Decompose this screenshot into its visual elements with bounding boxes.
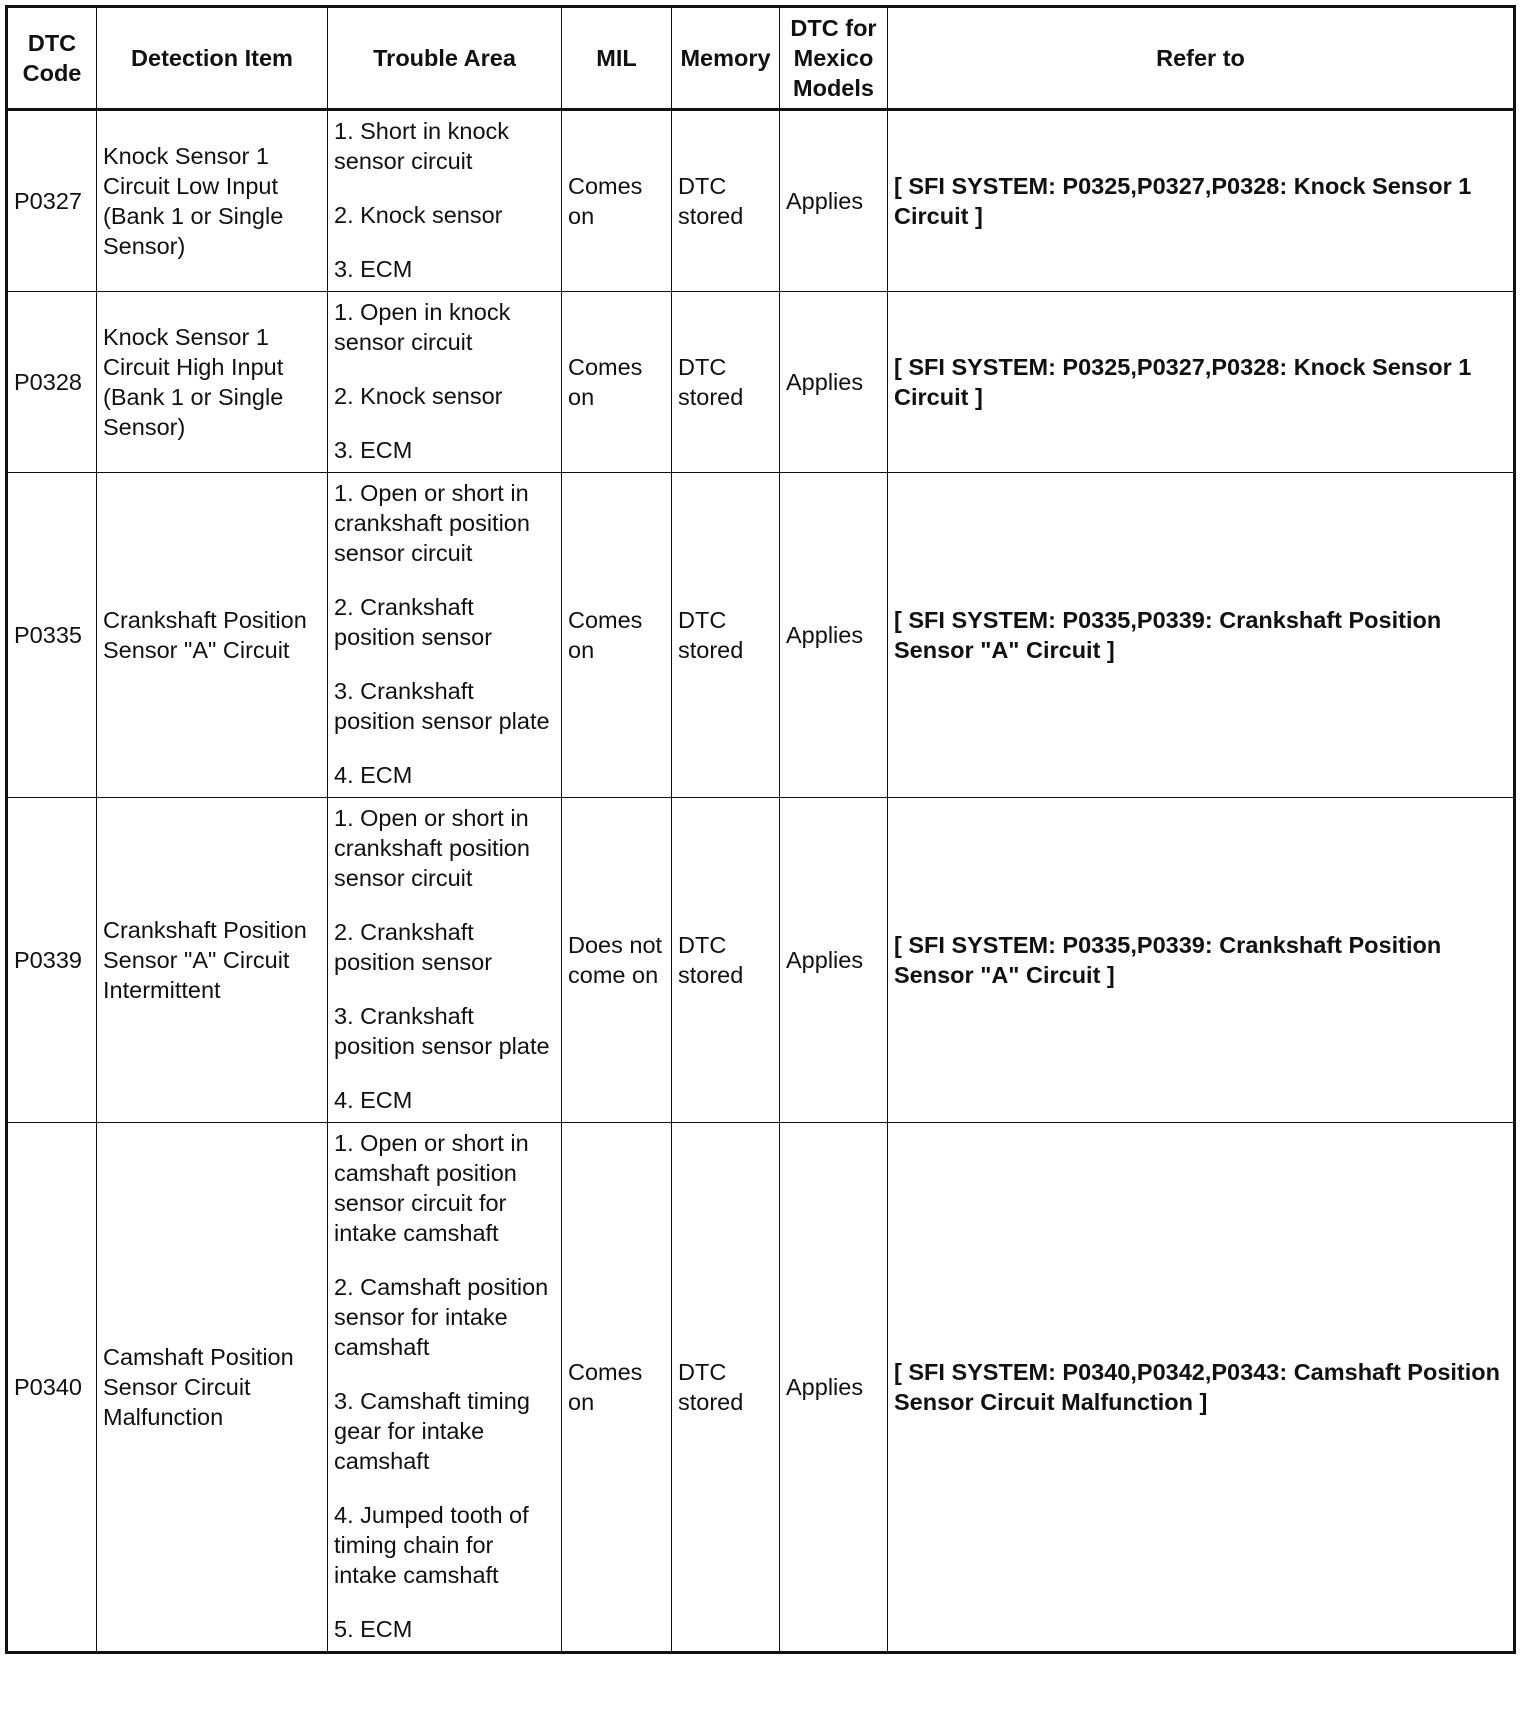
header-dtc-code: DTC Code [7, 7, 97, 110]
dtc-table [5, 5, 1516, 1654]
trouble-area-item: 3. Camshaft timing gear for intake camshaft [334, 1388, 530, 1474]
mexico-models-cell: Applies [780, 798, 888, 1123]
detection-item-cell: Knock Sensor 1 Circuit Low Input (Bank 1 or Single Sensor) [97, 110, 328, 292]
mexico-models-cell: Applies [780, 110, 888, 292]
trouble-area-item: 3. Crankshaft position sensor plate [334, 1003, 550, 1059]
table-row [7, 1123, 1515, 1653]
table-row [7, 292, 1515, 473]
trouble-area-item: 3. Crankshaft position sensor plate [334, 678, 550, 734]
dtc-code-cell: P0327 [7, 110, 97, 292]
header-mexico-models: DTC for Mexico Models [780, 7, 888, 110]
memory-cell: DTC stored [672, 798, 780, 1123]
trouble-area-item: 4. ECM [334, 762, 413, 788]
trouble-area-item: 1. Open or short in crankshaft position sensor circuit [334, 805, 530, 891]
header-memory: Memory [672, 7, 780, 110]
trouble-area-item: 5. ECM [334, 1616, 413, 1642]
table-header-row [7, 7, 1515, 110]
mexico-models-cell: Applies [780, 1123, 888, 1653]
trouble-area-item: 4. Jumped tooth of timing chain for intake camshaft [334, 1502, 529, 1588]
mil-cell: Comes on [562, 292, 672, 473]
mil-cell: Comes on [562, 110, 672, 292]
memory-cell: DTC stored [672, 110, 780, 292]
trouble-area-item: 3. ECM [334, 437, 413, 463]
detection-item-cell: Crankshaft Position Sensor "A" Circuit Intermittent [97, 798, 328, 1123]
refer-to-cell: [ SFI SYSTEM: P0340,P0342,P0343: Camshaft Position Sensor Circuit Malfunction ] [888, 1123, 1515, 1653]
table-row [7, 110, 1515, 292]
trouble-area-cell [328, 473, 562, 798]
trouble-area-item: 2. Knock sensor [334, 202, 503, 228]
trouble-area-item: 4. ECM [334, 1087, 413, 1113]
trouble-area-item: 1. Open in knock sensor circuit [334, 299, 511, 355]
header-mil: MIL [562, 7, 672, 110]
mexico-models-cell: Applies [780, 292, 888, 473]
trouble-area-list [334, 473, 557, 797]
dtc-table-container [5, 5, 1516, 1654]
trouble-area-item: 1. Short in knock sensor circuit [334, 118, 510, 174]
detection-item-cell: Camshaft Position Sensor Circuit Malfunction [97, 1123, 328, 1653]
header-trouble-area: Trouble Area [328, 7, 562, 110]
dtc-code-cell: P0340 [7, 1123, 97, 1653]
trouble-area-list [334, 111, 557, 291]
mexico-models-cell: Applies [780, 473, 888, 798]
mil-cell: Comes on [562, 1123, 672, 1653]
dtc-code-cell: P0339 [7, 798, 97, 1123]
trouble-area-item: 2. Knock sensor [334, 383, 503, 409]
trouble-area-item: 2. Crankshaft position sensor [334, 594, 493, 650]
dtc-code-cell: P0328 [7, 292, 97, 473]
header-refer-to: Refer to [888, 7, 1515, 110]
detection-item-cell: Crankshaft Position Sensor "A" Circuit [97, 473, 328, 798]
memory-cell: DTC stored [672, 1123, 780, 1653]
mil-cell: Does not come on [562, 798, 672, 1123]
detection-item-cell: Knock Sensor 1 Circuit High Input (Bank 1 or Single Sensor) [97, 292, 328, 473]
trouble-area-item: 2. Crankshaft position sensor [334, 919, 493, 975]
trouble-area-cell [328, 110, 562, 292]
refer-to-cell: [ SFI SYSTEM: P0325,P0327,P0328: Knock Sensor 1 Circuit ] [888, 110, 1515, 292]
table-row [7, 798, 1515, 1123]
memory-cell: DTC stored [672, 292, 780, 473]
trouble-area-item: 3. ECM [334, 256, 413, 282]
trouble-area-cell [328, 292, 562, 473]
trouble-area-item: 1. Open or short in camshaft position sensor circuit for intake camshaft [334, 1130, 529, 1246]
trouble-area-item: 2. Camshaft position sensor for intake camshaft [334, 1274, 549, 1360]
memory-cell: DTC stored [672, 473, 780, 798]
refer-to-cell: [ SFI SYSTEM: P0335,P0339: Crankshaft Position Sensor "A" Circuit ] [888, 473, 1515, 798]
table-row [7, 473, 1515, 798]
dtc-code-cell: P0335 [7, 473, 97, 798]
trouble-area-list [334, 292, 557, 472]
refer-to-cell: [ SFI SYSTEM: P0325,P0327,P0328: Knock Sensor 1 Circuit ] [888, 292, 1515, 473]
trouble-area-cell [328, 798, 562, 1123]
refer-to-cell: [ SFI SYSTEM: P0335,P0339: Crankshaft Position Sensor "A" Circuit ] [888, 798, 1515, 1123]
trouble-area-item: 1. Open or short in crankshaft position sensor circuit [334, 480, 530, 566]
header-detection-item: Detection Item [97, 7, 328, 110]
trouble-area-cell [328, 1123, 562, 1653]
trouble-area-list [334, 798, 557, 1122]
mil-cell: Comes on [562, 473, 672, 798]
trouble-area-list [334, 1123, 557, 1651]
